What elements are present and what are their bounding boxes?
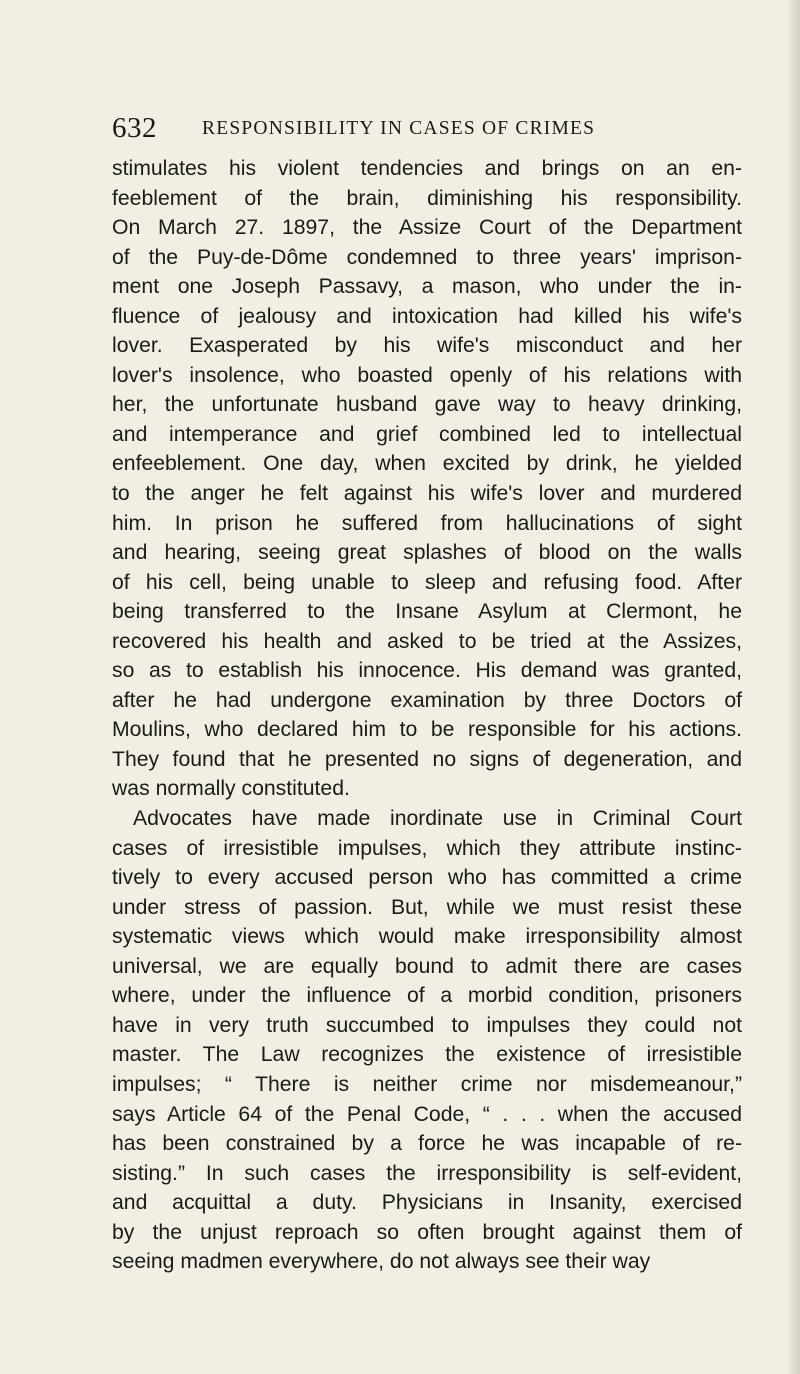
text-line: after he had undergone examination by three Doctors of	[112, 688, 742, 712]
text-line: impulses; “ There is neither crime nor misdemeanour,”	[112, 1072, 742, 1096]
text-line: tively to every accused person who has committed a crime	[112, 866, 742, 890]
text-line: seeing madmen everywhere, do not always see their way	[112, 1250, 651, 1274]
text-line: has been constrained by a force he was incapable of re-	[112, 1132, 742, 1156]
text-line: sisting.” In such cases the irresponsibility is self-evident,	[112, 1161, 742, 1185]
text-line: universal, we are equally bound to admit there are cases	[112, 954, 742, 978]
text-line: where, under the influence of a morbid condition, prisoners	[112, 984, 742, 1008]
text-line: and hearing, seeing great splashes of blood on the walls	[112, 541, 742, 565]
text-line: systematic views which would make irresponsibility almost	[112, 925, 742, 949]
text-line: master. The Law recognizes the existence of irresistible	[112, 1043, 742, 1067]
text-line: of his cell, being unable to sleep and refusing food. After	[112, 570, 742, 594]
text-line: so as to establish his innocence. His demand was granted,	[112, 659, 742, 683]
text-line: On March 27. 1897, the Assize Court of the Department	[112, 216, 742, 240]
text-line: and intemperance and grief combined led to intellectual	[112, 422, 742, 446]
text-line: and acquittal a duty. Physicians in Insanity, exercised	[112, 1191, 742, 1215]
body-text	[112, 154, 742, 1277]
text-line: was normally constituted.	[112, 777, 350, 801]
text-line: lover's insolence, who boasted openly of his relations with	[112, 363, 742, 387]
text-line: under stress of passion. But, while we must resist these	[112, 895, 742, 919]
text-line: Advocates have made inordinate use in Criminal Court	[133, 807, 742, 831]
text-line: They found that he presented no signs of degeneration, and	[112, 747, 742, 771]
text-line: cases of irresistible impulses, which they attribute instinc-	[112, 836, 742, 860]
text-line: being transferred to the Insane Asylum at Clermont, he	[112, 600, 742, 624]
text-line: him. In prison he suffered from hallucinations of sight	[112, 511, 742, 535]
text-line: feeblement of the brain, diminishing his responsibility.	[112, 186, 742, 210]
text-line: to the anger he felt against his wife's lover and murdered	[112, 482, 742, 506]
text-line: enfeeblement. One day, when excited by drink, he yielded	[112, 452, 742, 476]
text-line: ment one Joseph Passavy, a mason, who under the in-	[112, 275, 742, 299]
text-line: Moulins, who declared him to be responsible for his actions.	[112, 718, 742, 742]
text-line: her, the unfortunate husband gave way to heavy drinking,	[112, 393, 742, 417]
text-line: fluence of jealousy and intoxication had killed his wife's	[112, 304, 742, 328]
text-line: have in very truth succumbed to impulses they could not	[112, 1013, 742, 1037]
page-edge-shadow	[786, 0, 800, 1374]
text-line: of the Puy-de-Dôme condemned to three years' imprison-	[112, 245, 742, 269]
page-number: 632	[112, 112, 157, 144]
text-line: by the unjust reproach so often brought against them of	[112, 1220, 742, 1244]
page-header	[112, 113, 712, 147]
running-head: RESPONSIBILITY IN CASES OF CRIMES	[202, 118, 596, 139]
text-line: stimulates his violent tendencies and brings on an en-	[112, 157, 742, 180]
text-line: lover. Exasperated by his wife's misconduct and her	[112, 334, 742, 358]
text-line: says Article 64 of the Penal Code, “ . . . when the accused	[112, 1102, 742, 1126]
text-line: recovered his health and asked to be tried at the Assizes,	[112, 629, 742, 653]
